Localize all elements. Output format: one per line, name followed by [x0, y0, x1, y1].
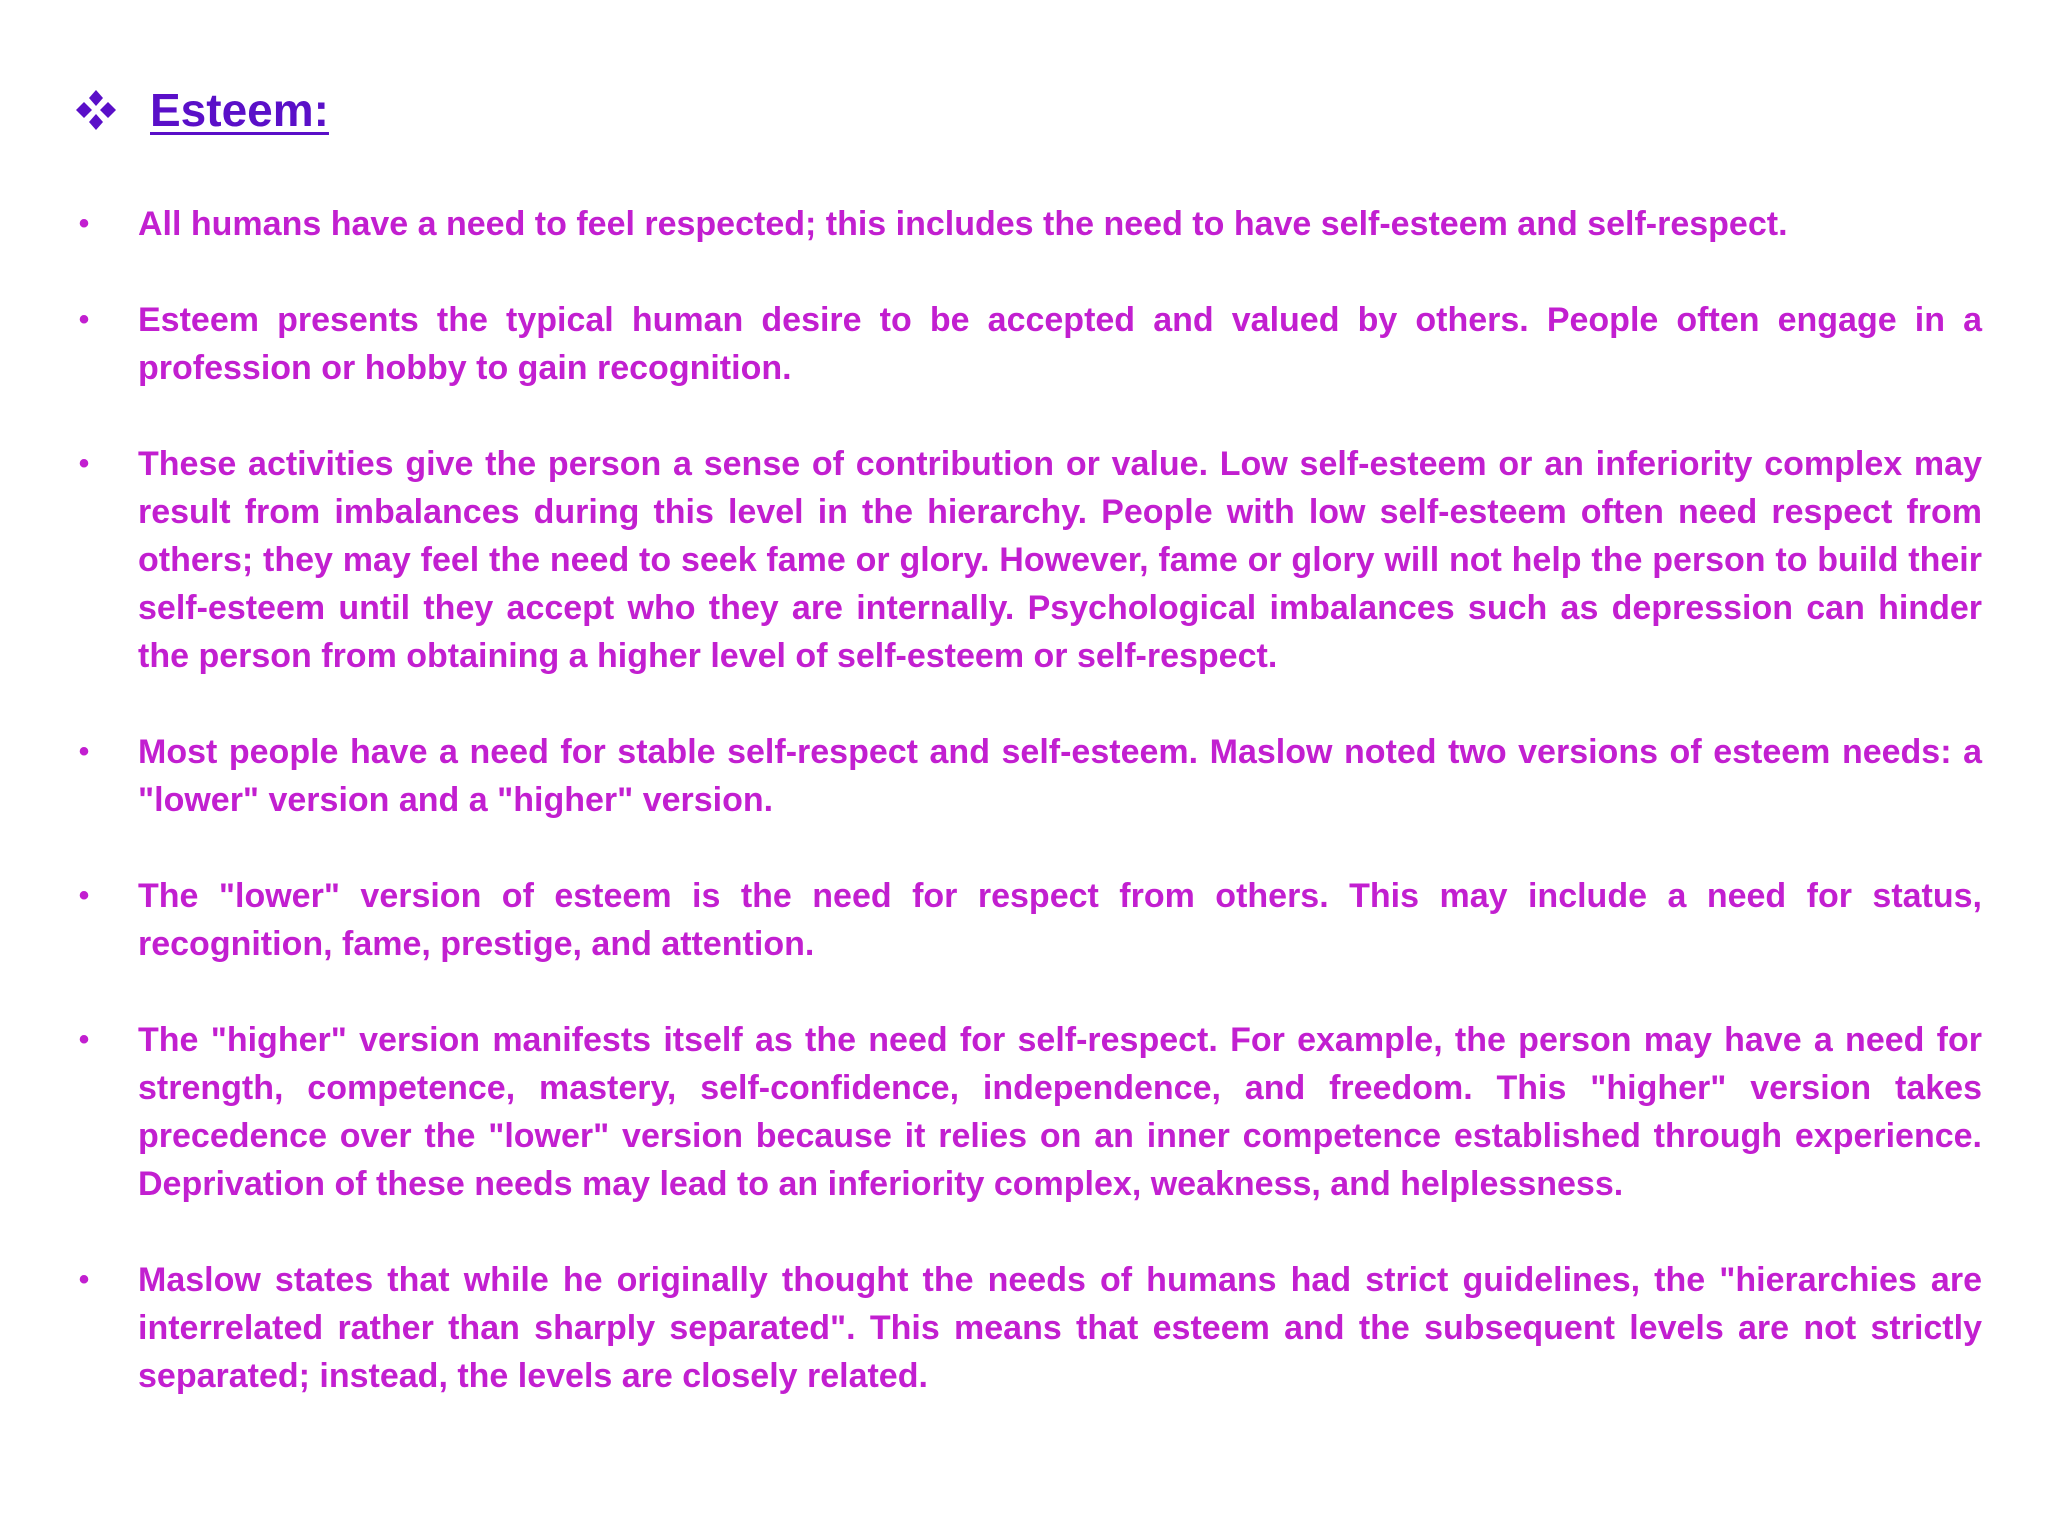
list-item [66, 1016, 1982, 1208]
bullet-dot-icon: • [78, 1023, 90, 1056]
bullet-text: Most people have a need for stable self-respect and self-esteem. Maslow noted two versions of esteem needs: a "lower" version and a "higher" version. [138, 733, 1982, 819]
diamond-bullet-icon [72, 86, 120, 134]
list-item [66, 296, 1982, 392]
bullet-text: The "lower" version of esteem is the need for respect from others. This may include a need for status, recognition, fame, prestige, and attention. [138, 877, 1982, 963]
page-title: Esteem: [150, 84, 329, 136]
bullet-dot-icon: • [78, 303, 90, 336]
bullet-text: The "higher" version manifests itself as the need for self-respect. For example, the person may have a need for strength, competence, mastery, self-confidence, independence, and freedom. This "higher" version takes precedence over the "lower" version because it relies on an inner competence established through experience. Deprivation of these needs may lead to an inferiority complex, weakness, and helplessness. [138, 1021, 1982, 1203]
bullet-dot-icon: • [78, 879, 90, 912]
bullet-text: Maslow states that while he originally thought the needs of humans had strict guidelines, the "hierarchies are interrelated rather than sharply separated". This means that esteem and the subsequent levels are not strictly separated; instead, the levels are closely related. [138, 1261, 1982, 1395]
list-item [66, 728, 1982, 824]
bullet-text: All humans have a need to feel respected; this includes the need to have self-esteem and self-respect. [138, 205, 1788, 243]
slide-heading [72, 78, 329, 142]
bullet-dot-icon: • [78, 447, 90, 480]
bullet-dot-icon: • [78, 207, 90, 240]
bullet-dot-icon: • [78, 1263, 90, 1296]
bullet-text: These activities give the person a sense of contribution or value. Low self-esteem or an inferiority complex may result from imbalances during this level in the hierarchy. People with low self-esteem often need respect from others; they may feel the need to seek fame or glory. However, fame or glory will not help the person to build their self-esteem until they accept who they are internally. Psychological imbalances such as depression can hinder the person from obtaining a higher level of self-esteem or self-respect. [138, 445, 1982, 675]
list-item [66, 440, 1982, 680]
list-item [66, 200, 1982, 248]
bullet-dot-icon: • [78, 735, 90, 768]
list-item [66, 1256, 1982, 1400]
bullet-list [66, 200, 1982, 1448]
list-item [66, 872, 1982, 968]
bullet-text: Esteem presents the typical human desire to be accepted and valued by others. People often engage in a profession or hobby to gain recognition. [138, 301, 1982, 387]
